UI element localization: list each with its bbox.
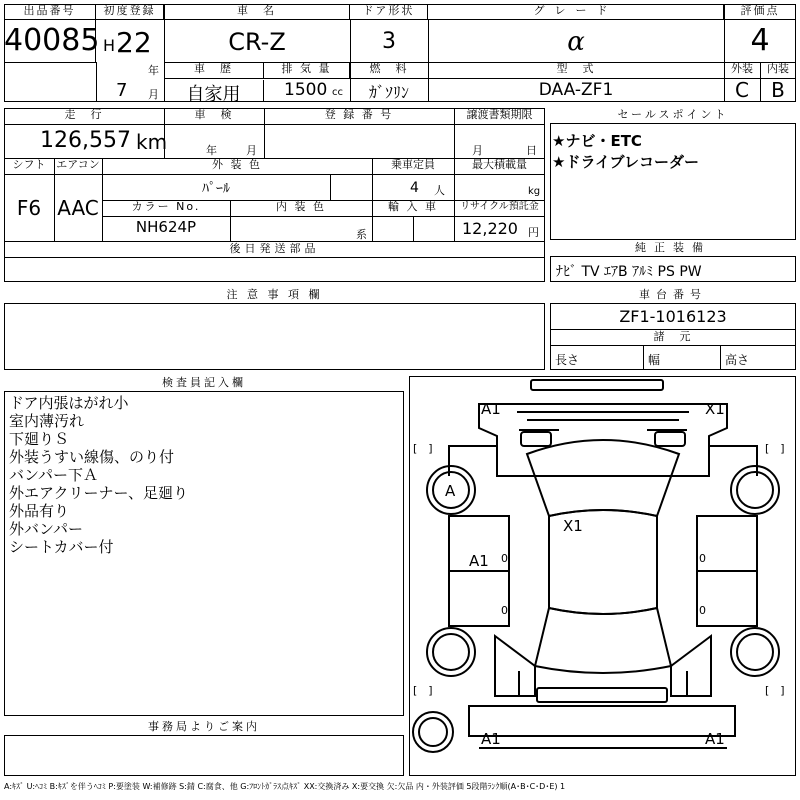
zero-mark: 0 bbox=[699, 604, 706, 617]
aircon-label: エアコン bbox=[56, 158, 100, 171]
history-value: 自家用 bbox=[164, 80, 264, 102]
zero-mark: 0 bbox=[501, 604, 508, 617]
inspector-line: 室内薄汚れ bbox=[9, 412, 85, 430]
sales-point-1: ★ナビ・ETC bbox=[552, 132, 642, 150]
length-label: 長さ bbox=[555, 353, 580, 367]
car-name: CR-Z bbox=[228, 28, 286, 56]
mark-front-left: A1 bbox=[481, 400, 501, 418]
exterior-grade: C bbox=[735, 78, 749, 102]
inspector-line: シートカバー付 bbox=[9, 538, 114, 556]
zero-mark: 0 bbox=[501, 552, 508, 565]
interior-grade-label: 内装 bbox=[767, 62, 789, 75]
exterior-grade-label: 外装 bbox=[731, 62, 753, 75]
reg-year: 22 bbox=[116, 26, 152, 59]
zero-mark: 0 bbox=[699, 552, 706, 565]
lot-number-label: 出品番号 bbox=[4, 4, 96, 20]
int-color-label: 内 装 色 bbox=[276, 200, 326, 213]
inspector-line: 下廻りＳ bbox=[9, 430, 70, 448]
displacement-label: 排 気 量 bbox=[264, 62, 350, 78]
inspector-label: 検査員記入欄 bbox=[4, 376, 404, 392]
score-label: 評価点 bbox=[724, 4, 796, 20]
ext-color-label: 外 装 色 bbox=[212, 158, 262, 171]
equipment-list: ﾅﾋﾞ TV ｴｱB ｱﾙﾐ PS PW bbox=[556, 264, 702, 280]
displacement-unit: cc bbox=[332, 87, 343, 98]
month-unit: 月 bbox=[148, 88, 159, 101]
car-diagram-drawing bbox=[409, 376, 796, 776]
legend-text: A:ｷｽﾞ U:ﾍｺﾐ B:ｷｽﾞを伴うﾍｺﾐ P:要塗装 W:補修跡 S:錆 C:腐食、他 G:ﾌﾛﾝﾄｶﾞﾗｽ点ｷｽﾞ XX:交換済み X:要交換 欠:欠品 内・外装評価 5段階ﾗﾝｸ順(A･B･C･D･E) 1 bbox=[4, 782, 566, 791]
recycle-label: リサイクル預託金 bbox=[460, 201, 539, 212]
capacity-value: 4 bbox=[410, 180, 419, 196]
grade-label: グレード bbox=[428, 4, 724, 20]
bracket-mark: [ ] bbox=[413, 442, 433, 455]
transfer-label: 譲渡書類期限 bbox=[466, 108, 533, 121]
int-color-unit: 系 bbox=[356, 228, 367, 241]
first-reg-label: 初度登録 bbox=[96, 4, 164, 20]
mark-rear-left: A1 bbox=[481, 730, 501, 748]
dims-label: 諸 元 bbox=[653, 330, 693, 343]
mark-wheel-front-left: A bbox=[445, 482, 456, 500]
mileage-label: 走 行 bbox=[64, 108, 104, 121]
inspector-line: 外エアクリーナー、足廻り bbox=[9, 484, 188, 502]
mileage-value: 126,557 bbox=[40, 128, 131, 153]
color-no-label: カラー No. bbox=[131, 200, 201, 213]
max-load-unit: kg bbox=[528, 186, 541, 197]
bracket-mark: [ ] bbox=[765, 442, 785, 455]
height-label: 高さ bbox=[725, 353, 750, 367]
capacity-unit: 人 bbox=[434, 184, 445, 197]
reg-month: 7 bbox=[116, 80, 128, 101]
bracket-mark: [ ] bbox=[413, 684, 433, 697]
inspector-line: 外品有り bbox=[9, 502, 70, 520]
fuel-value: ｶﾞｿﾘﾝ bbox=[368, 83, 409, 102]
shift-value: F6 bbox=[16, 196, 42, 220]
sales-point-2: ★ドライブレコーダー bbox=[552, 153, 699, 171]
model-value: DAA-ZF1 bbox=[538, 80, 614, 100]
score-value: 4 bbox=[750, 23, 770, 58]
interior-grade: B bbox=[771, 78, 785, 102]
width-label: 幅 bbox=[648, 353, 661, 367]
import-label: 輸 入 車 bbox=[388, 200, 438, 213]
inspector-line: 外バンパー bbox=[9, 520, 83, 538]
lot-number: 40085 bbox=[4, 20, 96, 62]
car-name-label: 車 名 bbox=[164, 4, 350, 20]
displacement-value: 1500 bbox=[284, 80, 328, 100]
chassis-number: ZF1-1016123 bbox=[619, 307, 727, 326]
inspection-year-unit: 年 bbox=[206, 144, 217, 157]
inspection-month-unit: 月 bbox=[246, 144, 257, 157]
shift-label: シフト bbox=[12, 158, 46, 171]
model-label: 型 式 bbox=[556, 62, 596, 75]
door-label: ドア形状 bbox=[350, 4, 428, 20]
grade-value: α bbox=[567, 27, 585, 57]
recycle-unit: 円 bbox=[528, 226, 539, 239]
color-no-value: NH624P bbox=[135, 218, 197, 236]
inspector-line: バンパー下Ａ bbox=[9, 466, 98, 484]
office-label: 事務局よりご案内 bbox=[4, 720, 404, 736]
transfer-day-unit: 日 bbox=[526, 144, 537, 157]
transfer-month-unit: 月 bbox=[472, 144, 483, 157]
recycle-value: 12,220 bbox=[462, 219, 518, 238]
max-load-label: 最大積載量 bbox=[472, 158, 527, 171]
inspector-line: 外装うすい線傷、のり付 bbox=[9, 448, 175, 466]
ext-color-value: ﾊﾟｰﾙ bbox=[202, 181, 230, 197]
mark-rear-right: A1 bbox=[705, 730, 725, 748]
sales-points-section bbox=[550, 108, 796, 240]
mark-left-side: A1 bbox=[469, 552, 489, 570]
reg-number-label: 登 録 番 号 bbox=[324, 108, 394, 121]
year-unit: 年 bbox=[148, 64, 159, 77]
capacity-label: 乗車定員 bbox=[391, 158, 435, 171]
era-prefix: H bbox=[103, 36, 116, 55]
mileage-unit: km bbox=[136, 130, 168, 154]
history-label: 車 歴 bbox=[164, 62, 264, 78]
inspector-line: ドア内張はがれ小 bbox=[9, 394, 129, 412]
door-count: 3 bbox=[382, 29, 396, 54]
later-parts-label: 後日発送部品 bbox=[229, 242, 320, 255]
notes-label: 注 意 事 項 欄 bbox=[4, 288, 545, 304]
sales-points-label: セールスポイント bbox=[550, 108, 796, 124]
equipment-label: 純正装備 bbox=[550, 241, 796, 257]
chassis-label: 車台番号 bbox=[550, 288, 796, 304]
inspector-notes bbox=[9, 394, 188, 556]
mark-roof: X1 bbox=[563, 517, 583, 535]
mark-front-right: X1 bbox=[705, 400, 725, 418]
bracket-mark: [ ] bbox=[765, 684, 785, 697]
aircon-value: AAC bbox=[57, 196, 99, 220]
inspection-label: 車 検 bbox=[194, 108, 234, 121]
fuel-label: 燃 料 bbox=[369, 62, 409, 75]
